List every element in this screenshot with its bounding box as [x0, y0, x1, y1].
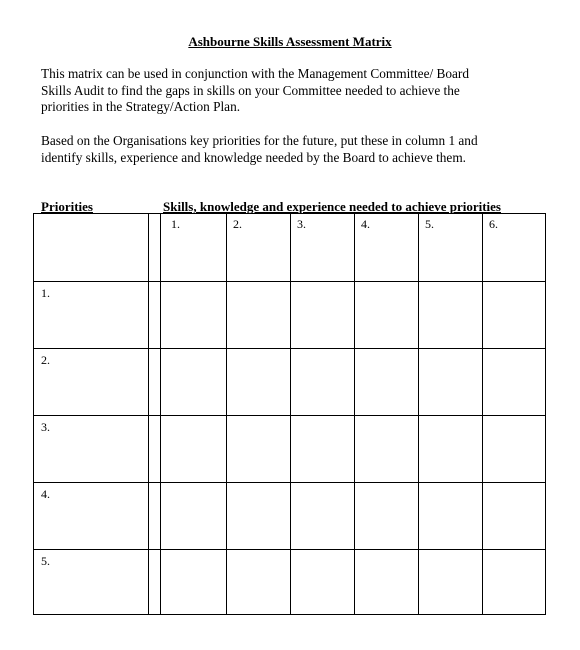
intro-line: Skills Audit to find the gaps in skills on your Committee needed to achieve the [41, 82, 460, 98]
priorities-header: Priorities [41, 199, 93, 214]
column-divider [226, 214, 227, 614]
skill-column-label: 3. [297, 217, 306, 231]
intro-line: This matrix can be used in conjunction with the Management Committee/ Board [41, 66, 469, 81]
skills-header: Skills, knowledge and experience needed to achieve priorities [163, 199, 501, 214]
skill-column-label: 5. [425, 217, 434, 231]
column-divider [354, 214, 355, 614]
column-divider [290, 214, 291, 614]
priority-row-label: 3. [41, 420, 50, 434]
priority-row-label: 1. [41, 286, 50, 300]
column-divider [482, 214, 483, 614]
priority-row-label: 4. [41, 487, 50, 501]
skill-column-label: 4. [361, 217, 370, 231]
instruction-line: identify skills, experience and knowledge needed by the Board to achieve them. [41, 149, 466, 165]
page-title: Ashbourne Skills Assessment Matrix [188, 34, 392, 49]
skill-column-label: 1. [171, 217, 180, 231]
column-divider [148, 214, 149, 614]
intro-paragraph [41, 66, 541, 116]
intro-line: priorities in the Strategy/Action Plan. [41, 99, 241, 114]
instruction-line: Based on the Organisations key priorities for the future, put these in column 1 and [41, 133, 478, 148]
skill-column-label: 2. [233, 217, 242, 231]
column-divider [160, 214, 161, 614]
skills-matrix-table [33, 213, 546, 615]
priority-row-label: 5. [41, 554, 50, 568]
skill-column-label: 6. [489, 217, 498, 231]
priority-row-label: 2. [41, 353, 50, 367]
instruction-paragraph [41, 133, 541, 166]
column-divider [418, 214, 419, 614]
